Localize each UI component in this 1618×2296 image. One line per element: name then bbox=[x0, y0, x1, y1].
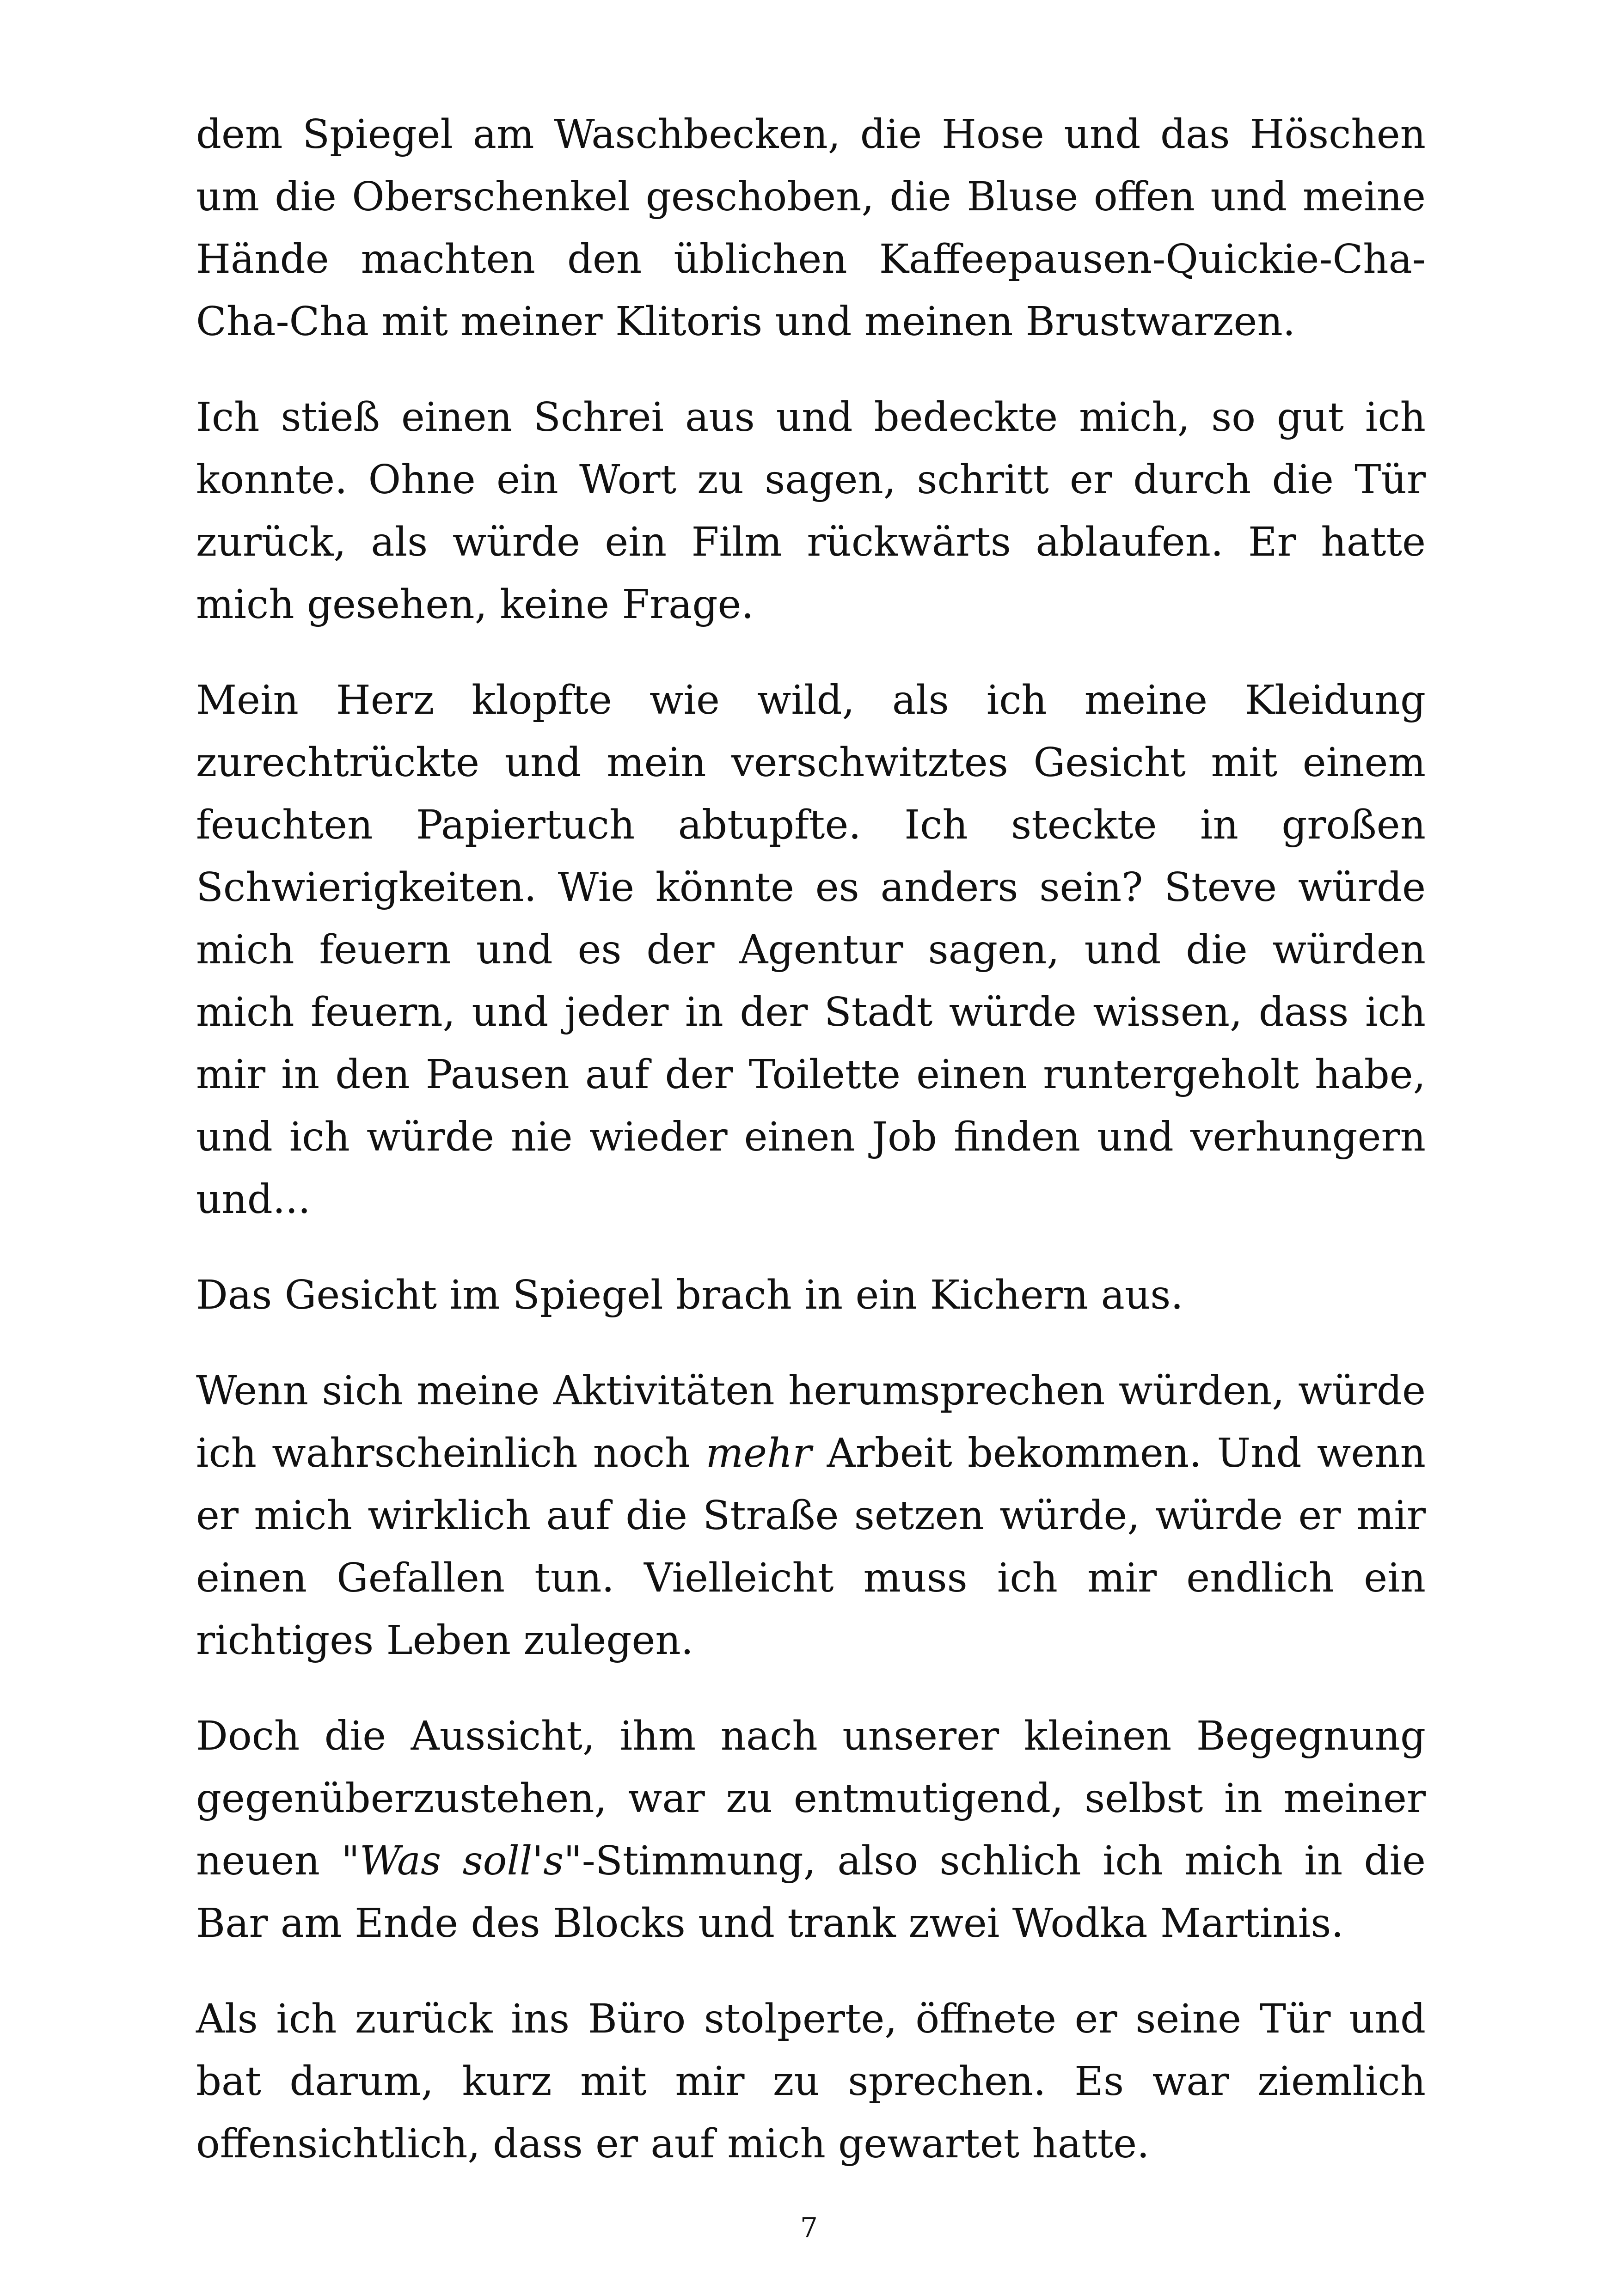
text-segment: Arbeit bekommen. Und wenn er mich wirklich auf die Straße setzen würde, würde er mir einen Gefallen tun. Vielleicht muss ich mir endlich ein richtiges Leben zulegen. bbox=[196, 1430, 1426, 1664]
text-segment: Als ich zurück ins Büro stolperte, öffnete er seine Tür und bat darum, kurz mit mir zu sprechen. Es war ziemlich offensichtlich, dass er auf mich gewartet hatte. bbox=[196, 1996, 1426, 2167]
paragraph bbox=[196, 386, 1426, 636]
paragraph bbox=[196, 104, 1426, 353]
text-segment: Doch die Aussicht, ihm nach unserer kleinen Begegnung gegenüberzustehen, war zu entmutigend, selbst in meiner neuen bbox=[196, 1713, 1426, 1884]
text-segment: -Stimmung, also schlich ich mich in die Bar am Ende des Blocks und trank zwei Wodka Martinis. bbox=[196, 1838, 1426, 1947]
italic-text-segment: mehr bbox=[705, 1430, 812, 1476]
text-segment: dem Spiegel am Waschbecken, die Hose und das Höschen um die Oberschenkel geschoben, die Bluse offen und meine Hände machten den üblichen Kaffeepausen-Quickie-Cha-Cha-Cha mit meiner Klitoris und meinen Brustwarzen. bbox=[196, 111, 1426, 345]
paragraph bbox=[196, 1264, 1426, 1327]
text-segment: Das Gesicht im Spiegel brach in ein Kichern aus. bbox=[196, 1272, 1183, 1318]
paragraph bbox=[196, 1988, 1426, 2175]
paragraph bbox=[196, 1360, 1426, 1672]
paragraph bbox=[196, 1705, 1426, 1955]
text-segment: Mein Herz klopfte wie wild, als ich meine Kleidung zurechtrückte und mein verschwitztes Gesicht mit einem feuchten Papiertuch abtupfte. Ich steckte in großen Schwierigkeiten. Wie könnte es anders sein? Steve würde mich feuern und es der Agentur sagen, und die würden mich feuern, und jeder in der Stadt würde wissen, dass ich mir in den Pausen auf der Toilette einen runtergeholt habe, und ich würde nie wieder einen Job finden und verhungern und... bbox=[196, 677, 1426, 1223]
text-segment: Ich stieß einen Schrei aus und bedeckte mich, so gut ich konnte. Ohne ein Wort zu sagen, schritt er durch die Tür zurück, als würde ein Film rückwärts ablaufen. Er hatte mich gesehen, keine Frage. bbox=[196, 394, 1426, 628]
page-number: 7 bbox=[800, 2212, 818, 2244]
page-body bbox=[196, 104, 1426, 2209]
paragraph bbox=[196, 669, 1426, 1231]
italic-text-segment: "Was soll's" bbox=[341, 1838, 582, 1884]
text-segment: Wenn sich meine Aktivitäten herumsprechen würden, würde ich wahrscheinlich noch bbox=[196, 1368, 1426, 1476]
